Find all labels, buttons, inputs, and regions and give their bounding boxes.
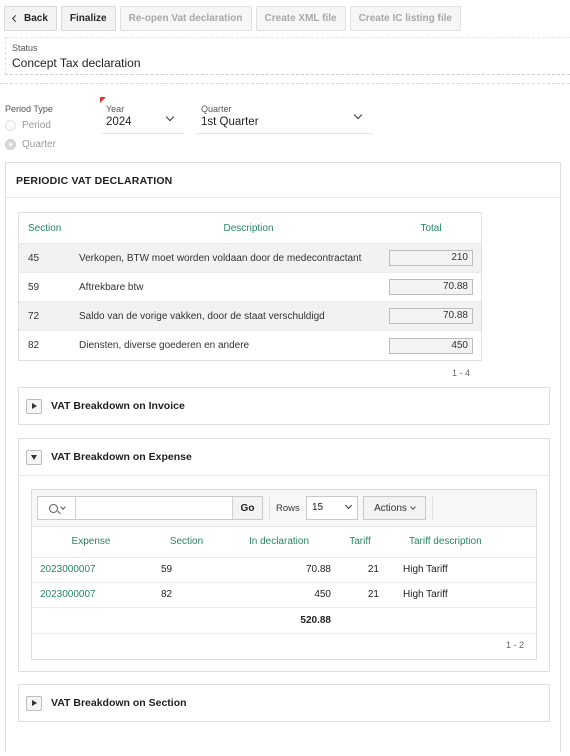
required-indicator (100, 97, 106, 103)
year-label: Year (106, 104, 125, 114)
search-bar (37, 496, 263, 520)
total-field: 210 (389, 250, 473, 266)
header-description: Description (223, 222, 274, 234)
chevron-down-icon (354, 111, 362, 119)
row-description: Aftrekbare btw (79, 281, 144, 293)
back-label: Back (24, 13, 48, 24)
table-row (19, 244, 481, 273)
cell-section: 59 (150, 557, 223, 582)
invoice-breakdown-title: VAT Breakdown on Invoice (51, 400, 185, 412)
chevron-down-icon (410, 504, 416, 510)
finalize-button[interactable] (61, 6, 116, 31)
triangle-right-icon (32, 403, 37, 409)
total-field: 450 (389, 338, 473, 354)
expense-interactive-report (31, 489, 537, 660)
status-value: Concept Tax declaration (12, 56, 141, 70)
reopen-vat-declaration-button[interactable] (120, 6, 252, 31)
row-section: 59 (28, 281, 40, 293)
expand-toggle-button[interactable] (26, 399, 42, 414)
quarter-value: 1st Quarter (201, 116, 259, 128)
invoice-breakdown-header[interactable] (19, 388, 549, 424)
status-field (5, 37, 570, 75)
table-header (19, 213, 481, 244)
row-section: 45 (28, 252, 40, 264)
row-description: Verkopen, BTW moet worden voldaan door de medecontractant (79, 252, 362, 264)
table-header (32, 527, 536, 557)
pagination-info: 1 - 4 (452, 368, 471, 378)
divider (432, 497, 433, 519)
cell-tariff: 21 (335, 582, 385, 607)
table-row (19, 331, 481, 360)
section-breakdown-title: VAT Breakdown on Section (51, 697, 187, 709)
actions-menu-button[interactable] (363, 496, 426, 520)
table-row (32, 557, 536, 582)
reopen-label: Re-open Vat declaration (128, 13, 243, 24)
go-button[interactable]: Go (232, 497, 262, 519)
actions-label: Actions (374, 502, 407, 514)
expense-link[interactable]: 2023000007 (40, 564, 96, 575)
triangle-down-icon (31, 455, 37, 460)
divider (19, 475, 549, 476)
header-section[interactable]: Section (150, 527, 223, 557)
table-row (32, 582, 536, 607)
year-value: 2024 (106, 116, 132, 128)
region-title: PERIODIC VAT DECLARATION (16, 175, 173, 187)
header-in-declaration[interactable]: In declaration (223, 527, 335, 557)
table-row (19, 273, 481, 302)
row-section: 82 (28, 340, 40, 351)
row-description: Diensten, diverse goederen en andere (79, 340, 250, 351)
header-tariff-description[interactable]: Tariff description (385, 527, 536, 557)
header-section: Section (28, 222, 62, 234)
invoice-breakdown-region (18, 387, 550, 425)
back-button[interactable] (4, 6, 57, 31)
period-type-label: Period Type (5, 104, 53, 114)
cell-in-declaration: 70.88 (223, 557, 335, 582)
chevron-down-icon (60, 504, 66, 510)
sum-row (32, 607, 536, 633)
status-label: Status (12, 43, 38, 53)
expand-toggle-button[interactable] (26, 696, 42, 711)
divider (269, 497, 270, 519)
header-tariff[interactable]: Tariff (335, 527, 385, 557)
declaration-table (18, 212, 482, 361)
toolbar (4, 6, 461, 31)
rows-label: Rows (276, 503, 300, 514)
year-select[interactable] (102, 104, 183, 134)
cell-tariff-description: High Tariff (385, 557, 536, 582)
cell-section: 82 (150, 582, 223, 607)
expense-breakdown-region (18, 438, 550, 672)
periodic-vat-declaration-region (5, 162, 561, 752)
row-description: Saldo van de vorige vakken, door de staat verschuldigd (79, 310, 325, 322)
expense-table (32, 527, 536, 634)
chevron-left-icon (12, 15, 19, 22)
quarter-select[interactable] (197, 104, 372, 134)
radio-circle-quarter[interactable] (5, 139, 16, 150)
radio-quarter-label: Quarter (22, 139, 56, 150)
rows-per-page-select[interactable] (306, 496, 358, 520)
expense-breakdown-header[interactable] (19, 439, 549, 475)
section-breakdown-header[interactable] (19, 685, 549, 721)
expense-breakdown-title: VAT Breakdown on Expense (51, 451, 192, 463)
total-field: 70.88 (389, 279, 473, 295)
collapse-toggle-button[interactable] (26, 450, 42, 465)
cell-in-declaration: 450 (223, 582, 335, 607)
rows-value: 15 (312, 502, 324, 513)
divider (0, 83, 570, 84)
total-field: 70.88 (389, 308, 473, 324)
create-ic-label: Create IC listing file (358, 13, 452, 24)
row-section: 72 (28, 310, 40, 322)
create-xml-file-button[interactable] (256, 6, 346, 31)
divider (6, 197, 560, 198)
finalize-label: Finalize (69, 13, 107, 24)
radio-period-label: Period (22, 120, 51, 131)
cell-tariff-description: High Tariff (385, 582, 536, 607)
chevron-down-icon (166, 113, 174, 121)
triangle-right-icon (32, 700, 37, 706)
create-ic-listing-file-button[interactable] (350, 6, 461, 31)
cell-tariff: 21 (335, 557, 385, 582)
radio-circle-period[interactable] (5, 120, 16, 131)
radio-period[interactable] (5, 120, 51, 131)
header-total: Total (420, 222, 442, 234)
search-input[interactable] (76, 497, 232, 519)
header-expense[interactable]: Expense (32, 527, 150, 557)
sum-in-declaration: 520.88 (223, 607, 335, 633)
section-breakdown-region (18, 684, 550, 722)
expense-link[interactable]: 2023000007 (40, 589, 96, 600)
search-icon (49, 504, 58, 513)
pagination-info: 1 - 2 (506, 640, 525, 650)
chevron-down-icon (345, 502, 352, 509)
search-column-button[interactable] (38, 497, 76, 519)
create-xml-label: Create XML file (264, 13, 337, 24)
quarter-label: Quarter (201, 104, 232, 114)
report-toolbar (32, 490, 536, 527)
table-row (19, 302, 481, 331)
radio-quarter[interactable] (5, 139, 56, 150)
